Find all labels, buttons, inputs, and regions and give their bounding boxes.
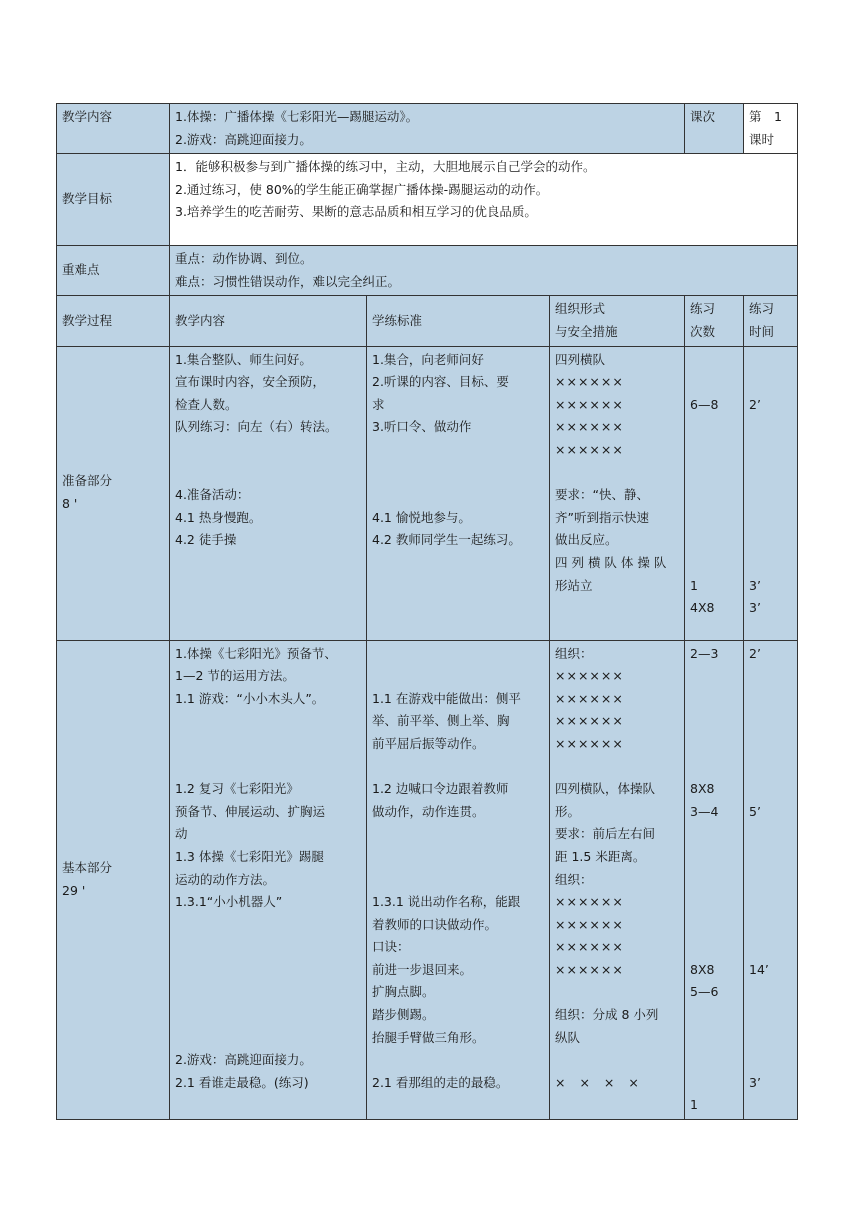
lesson-plan-table — [56, 103, 798, 1120]
basic-org-line: 要求：前后左右间 — [555, 826, 656, 842]
prep-content-line: 检查人数。 — [175, 396, 238, 412]
basic-standard-line: 做动作，动作连贯。 — [372, 803, 485, 819]
goal-line: 3.培养学生的吃苦耐劳、果断的意志品质和相互学习的优良品质。 — [175, 204, 537, 220]
prep-org-line: 要求：“快、静、 — [555, 487, 649, 503]
prep-count-value: 4X8 — [690, 600, 715, 616]
col-time — [744, 296, 798, 346]
basic-count-value: 5—6 — [690, 984, 719, 1000]
prep-org-line: 做出反应。 — [555, 532, 618, 548]
col-standard: 学练标准 — [367, 296, 550, 346]
formation-row: ×××××× — [555, 916, 624, 932]
formation-row: ×××××× — [555, 713, 624, 729]
prep-org-line: 四 列 横 队 体 操 队 — [555, 554, 667, 570]
prep-count-value: 6—8 — [690, 396, 719, 412]
basic-minutes: 29 ' — [62, 882, 86, 898]
prep-content-line: 队列练习：向左（右）转法。 — [175, 419, 338, 435]
basic-standard-line: 1.2 边喊口令边跟着教师 — [372, 781, 509, 797]
prep-row — [57, 346, 798, 640]
basic-count-value: 8X8 — [690, 961, 715, 977]
col-time-line: 练习 — [749, 301, 775, 317]
col-time-line: 时间 — [749, 323, 775, 339]
basic-content-line: 运动的动作方法。 — [175, 871, 276, 887]
basic-content-line: 1.3.1“小小机器人” — [175, 894, 283, 910]
basic-standard-line: 1.3.1 说出动作名称，能跟 — [372, 894, 521, 910]
basic-content-line: 1—2 节的运用方法。 — [175, 668, 295, 684]
goal-line: 2.通过练习，使 80%的学生能正确掌握广播体操-踢腿运动的动作。 — [175, 181, 549, 197]
header-row — [57, 104, 798, 154]
prep-org-line: 齐”听到指示快速 — [555, 509, 649, 525]
basic-standard-line: 着教师的口诀做动作。 — [372, 916, 498, 932]
basic-standard — [367, 640, 550, 1119]
basic-org-line: 形。 — [555, 803, 581, 819]
basic-content-line: 动 — [175, 826, 188, 842]
goals-row — [57, 154, 798, 246]
col-content: 教学内容 — [170, 296, 367, 346]
basic-content-line: 1.体操《七彩阳光》预备节、 — [175, 645, 337, 661]
prep-content-line: 4.准备活动： — [175, 487, 250, 503]
prep-time-value: 2’ — [749, 396, 761, 412]
prep-label — [57, 346, 170, 640]
prep-content-line: 宣布课时内容，安全预防， — [175, 374, 326, 390]
basic-time-value: 5’ — [749, 803, 761, 819]
prep-time-value: 3’ — [749, 600, 761, 616]
basic-standard-line: 前进一步退回来。 — [372, 961, 473, 977]
goals-text — [170, 154, 798, 246]
content-summary — [170, 104, 685, 154]
formation-row: ×××××× — [555, 419, 624, 435]
basic-standard-line: 抬腿手臂做三角形。 — [372, 1029, 485, 1045]
prep-standard-line: 1.集合，向老师问好 — [372, 351, 484, 367]
prep-content-line: 4.1 热身慢跑。 — [175, 509, 262, 525]
basic-org-line: 组织： — [555, 645, 593, 661]
basic-org-line: 组织：分成 8 小列 — [555, 1007, 659, 1023]
prep-standard-line: 4.1 愉悦地参与。 — [372, 509, 471, 525]
basic-standard-line: 举、前平举、侧上举、胸 — [372, 713, 510, 729]
prep-standard-line: 3.听口令、做动作 — [372, 419, 472, 435]
basic-content-line: 1.3 体操《七彩阳光》踢腿 — [175, 848, 324, 864]
prep-content-line: 1.集合整队、师生问好。 — [175, 351, 312, 367]
prep-standard-line: 求 — [372, 396, 385, 412]
formation-row: ×××××× — [555, 961, 624, 977]
prep-minutes: 8 ' — [62, 496, 78, 512]
basic-content-line: 1.2 复习《七彩阳光》 — [175, 781, 299, 797]
goals-label: 教学目标 — [57, 154, 170, 246]
basic-standard-line: 口诀： — [372, 939, 410, 955]
prep-standard-line: 2.听课的内容、目标、要 — [372, 374, 509, 390]
formation-row: ×××××× — [555, 894, 624, 910]
formation-row: ×××××× — [555, 441, 624, 457]
formation-row: × × × × — [555, 1074, 644, 1090]
column-header-row — [57, 296, 798, 346]
basic-time-value: 2’ — [749, 645, 761, 661]
basic-content-line: 2.1 看谁走最稳。(练习) — [175, 1074, 309, 1090]
basic-content-line: 1.1 游戏：“小小木头人”。 — [175, 690, 325, 706]
content-line: 1.体操：广播体操《七彩阳光—踢腿运动》。 — [175, 109, 419, 124]
basic-time — [744, 640, 798, 1119]
keypoints-label: 重难点 — [57, 246, 170, 296]
prep-content — [170, 346, 367, 640]
keypoints-row — [57, 246, 798, 296]
formation-row: ×××××× — [555, 374, 624, 390]
content-label: 教学内容 — [57, 104, 170, 154]
col-process: 教学过程 — [57, 296, 170, 346]
formation-row: ×××××× — [555, 690, 624, 706]
basic-count-value: 2—3 — [690, 645, 719, 661]
prep-org-line: 形站立 — [555, 577, 593, 593]
prep-label-text: 准备部分 — [62, 473, 113, 489]
basic-row — [57, 640, 798, 1119]
col-org — [550, 296, 685, 346]
basic-org-line: 组织： — [555, 871, 593, 887]
basic-label — [57, 640, 170, 1119]
prep-standard-line: 4.2 教师同学生一起练习。 — [372, 532, 521, 548]
formation-row: ×××××× — [555, 735, 624, 751]
col-count — [685, 296, 744, 346]
prep-count-value: 1 — [690, 577, 698, 593]
goal-line: 1．能够积极参与到广播体操的练习中，主动，大胆地展示自己学会的动作。 — [175, 159, 596, 175]
prep-org — [550, 346, 685, 640]
prep-org-line: 四列横队 — [555, 351, 606, 367]
col-org-line: 组织形式 — [555, 301, 606, 317]
basic-standard-line: 扩胸点脚。 — [372, 984, 435, 1000]
col-org-line: 与安全措施 — [555, 323, 618, 339]
col-count-line: 练习 — [690, 301, 716, 317]
formation-row: ×××××× — [555, 396, 624, 412]
basic-org — [550, 640, 685, 1119]
basic-standard-line: 1.1 在游戏中能做出：侧平 — [372, 690, 521, 706]
lesson-label: 课次 — [685, 104, 744, 154]
formation-row: ×××××× — [555, 939, 624, 955]
basic-count — [685, 640, 744, 1119]
basic-org-line: 纵队 — [555, 1029, 581, 1045]
basic-count-value: 3—4 — [690, 803, 719, 819]
basic-time-value: 3’ — [749, 1074, 761, 1090]
basic-standard-line: 前平屈后振等动作。 — [372, 735, 485, 751]
content-line: 2.游戏：高跳迎面接力。 — [175, 131, 312, 147]
basic-standard-line: 踏步侧踢。 — [372, 1007, 435, 1023]
basic-count-value: 8X8 — [690, 781, 715, 797]
basic-label-text: 基本部分 — [62, 860, 113, 876]
basic-content-line: 2.游戏：高跳迎面接力。 — [175, 1052, 312, 1068]
prep-standard — [367, 346, 550, 640]
basic-org-line: 四列横队，体操队 — [555, 781, 656, 797]
prep-content-line: 4.2 徒手操 — [175, 532, 237, 548]
basic-content-line: 预备节、伸展运动、扩胸运 — [175, 803, 326, 819]
basic-content — [170, 640, 367, 1119]
keypoints-text — [170, 246, 798, 296]
basic-time-value: 14’ — [749, 961, 769, 977]
lesson-number-bottom: 课时 — [749, 131, 775, 147]
lesson-number — [744, 104, 798, 154]
basic-standard-line: 2.1 看那组的走的最稳。 — [372, 1074, 509, 1090]
keypoint-line: 重点：动作协调、到位。 — [175, 251, 313, 267]
basic-org-line: 距 1.5 米距离。 — [555, 848, 646, 864]
prep-time — [744, 346, 798, 640]
basic-count-value: 1 — [690, 1097, 698, 1113]
col-count-line: 次数 — [690, 323, 716, 339]
lesson-number-top: 第 1 — [749, 109, 782, 124]
prep-count — [685, 346, 744, 640]
prep-time-value: 3’ — [749, 577, 761, 593]
keypoint-line: 难点：习惯性错误动作，难以完全纠正。 — [175, 273, 401, 289]
formation-row: ×××××× — [555, 668, 624, 684]
